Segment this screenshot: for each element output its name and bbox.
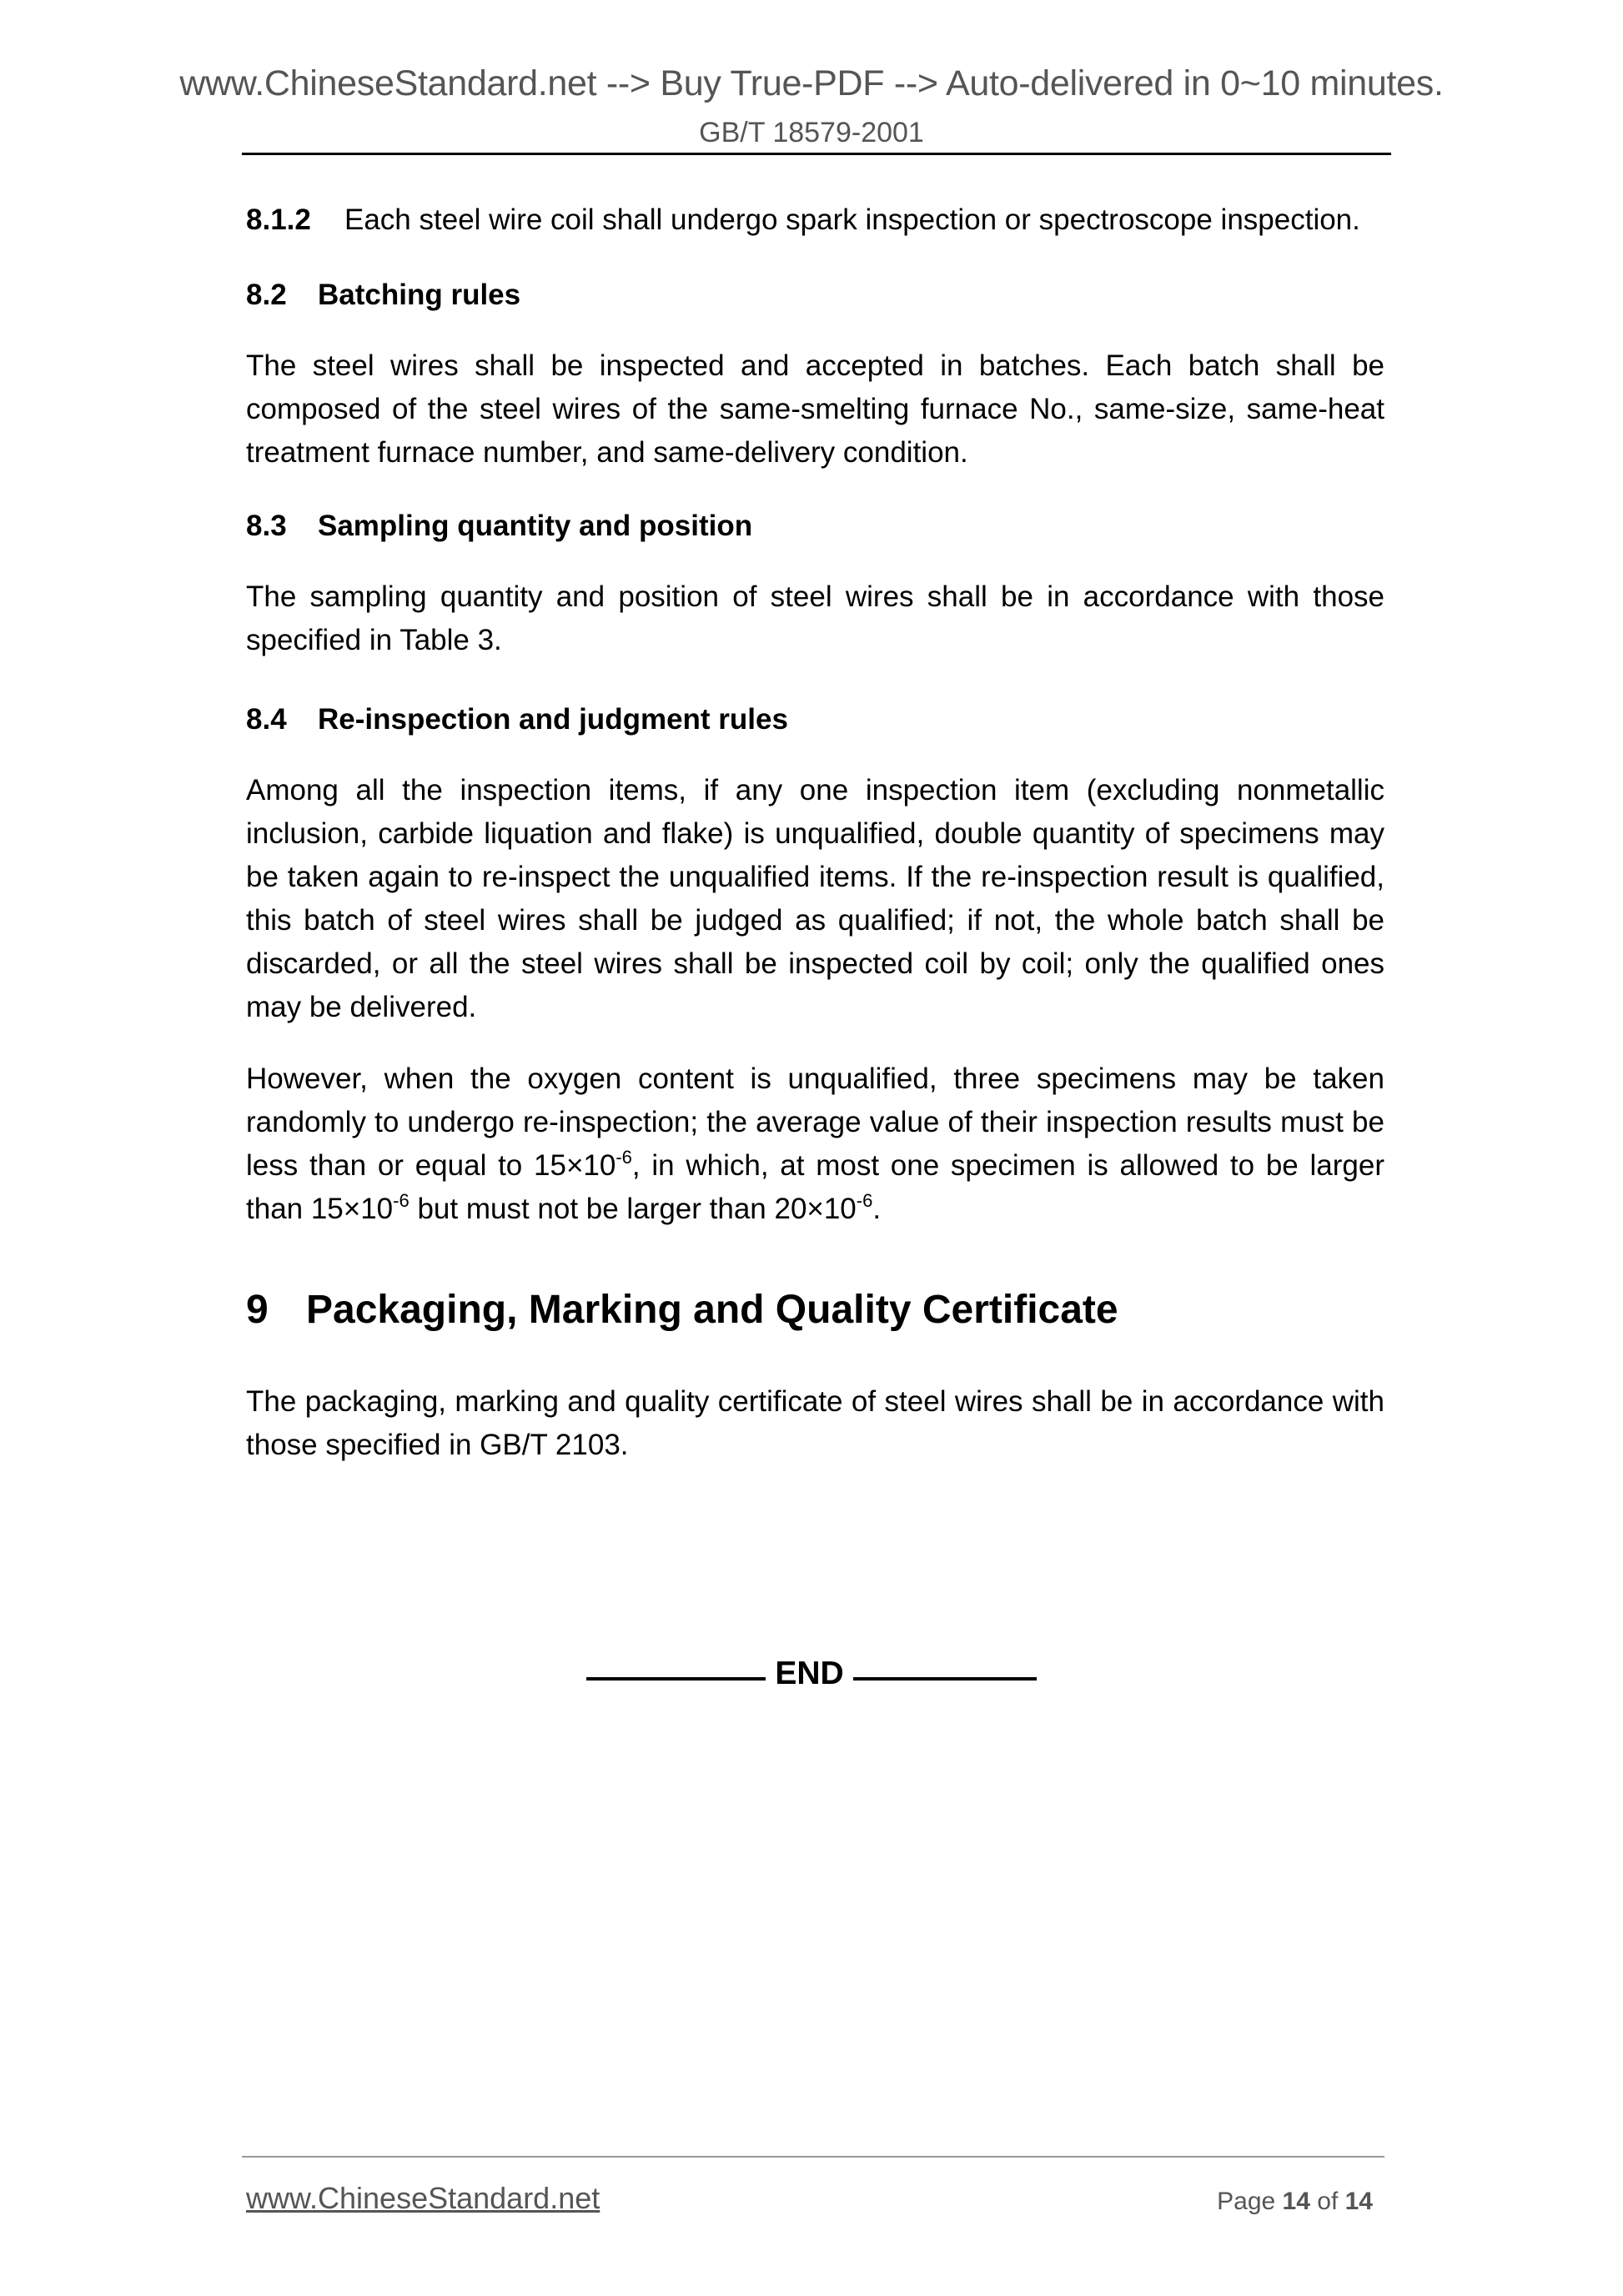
paragraph-9: The packaging, marking and quality certificate of steel wires shall be in accordance with those specified in GB/T 2103. [246, 1385, 1384, 1461]
heading-title: Sampling quantity and position [318, 510, 753, 542]
heading-8-2 [246, 274, 1384, 317]
current-page: 14 [1282, 2188, 1310, 2215]
heading-number: 8.4 [246, 703, 287, 736]
clause-text: Each steel wire coil shall undergo spark inspection or spectroscope inspection. [344, 203, 1360, 236]
exponent: -6 [393, 1190, 410, 1211]
total-pages: 14 [1344, 2188, 1373, 2215]
header-banner: www.ChineseStandard.net --> Buy True-PDF --> Auto-delivered in 0~10 minutes. [179, 63, 1444, 103]
exponent: -6 [856, 1190, 873, 1211]
end-rule-left [586, 1677, 766, 1681]
end-rule-right [853, 1677, 1037, 1681]
clause-number: 8.1.2 [246, 203, 311, 236]
heading-title: Batching rules [318, 279, 521, 311]
heading-8-3 [246, 505, 1384, 548]
standard-code: GB/T 18579-2001 [699, 117, 924, 148]
paragraph-8-2: The steel wires shall be inspected and accepted in batches. Each batch shall be composed of the steel wires of the same-smelting furnace No., same-size, same-heat treatment furnace number, and same-delivery condition. [246, 349, 1384, 469]
footer-divider [242, 2156, 1384, 2158]
heading-number: 8.2 [246, 279, 287, 311]
paragraph-8-4-a: Among all the inspection items, if any one inspection item (excluding nonmetallic inclusion, carbide liquation and flake) is unqualified, double quantity of specimens may be taken again to re-inspect the unqualified items. If the re-inspection result is qualified, this batch of steel wires shall be judged as qualified; if not, the whole batch shall be discarded, or all the steel wires shall be inspected coil by coil; only the qualified ones may be delivered. [246, 774, 1384, 1023]
heading-9 [246, 1289, 1384, 1332]
footer-website-link[interactable]: www.ChineseStandard.net [246, 2181, 600, 2215]
end-label: END [775, 1655, 844, 1691]
heading-title: Re-inspection and judgment rules [318, 703, 788, 736]
exponent: -6 [616, 1147, 632, 1168]
heading-number: 9 [246, 1288, 269, 1332]
heading-number: 8.3 [246, 510, 287, 542]
header-divider [242, 153, 1391, 155]
page-number: Page 14 of 14 [1217, 2188, 1373, 2215]
paragraph-8-3: The sampling quantity and position of steel wires shall be in accordance with those specified in Table 3. [246, 580, 1384, 656]
paragraph-8-4-b: However, when the oxygen content is unqualified, three specimens may be taken randomly to undergo re-inspection; the average value of their inspection results must be less than or equal to $15\times 10^{-6}$, in which, at most one specimen is allowed to be larger than $15\times 10^{-6}$ but must not be larger than $20\times 10^{-6}$. [246, 1063, 1385, 1225]
heading-8-4 [246, 698, 1384, 741]
clause-8-1-2 [246, 198, 1384, 242]
end-marker [0, 1655, 1623, 1692]
heading-title: Packaging, Marking and Quality Certificate [306, 1288, 1118, 1332]
